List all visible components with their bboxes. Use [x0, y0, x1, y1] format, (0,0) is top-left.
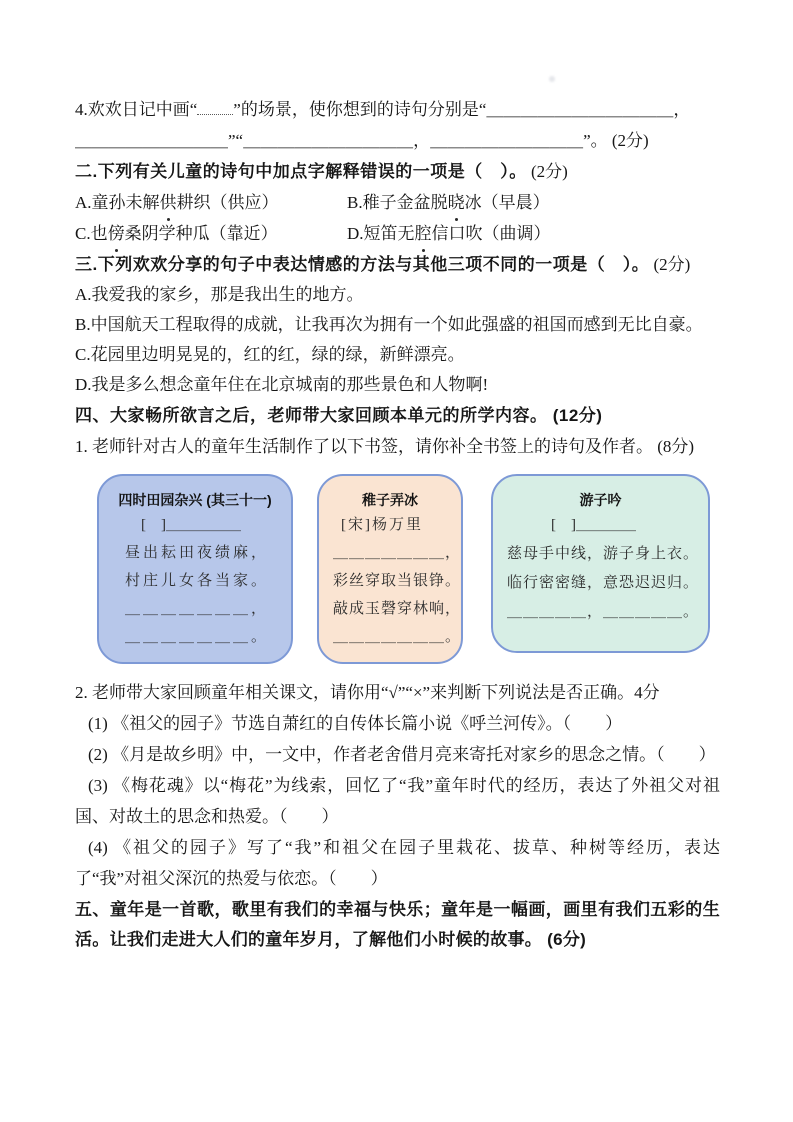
bookmark-card-youZiYin	[491, 474, 710, 653]
section-3-heading	[75, 249, 720, 280]
section-2-option-b[interactable]	[347, 187, 550, 218]
bookmark-card-siShiTianYuanZaXing	[97, 474, 293, 664]
section-3-option-b[interactable]: B.中国航天工程取得的成就，让我再次为拥有一个如此强盛的祖国而感到无比自豪。	[75, 315, 703, 334]
section-2-option-d[interactable]	[347, 218, 551, 249]
option-a-post: 耕织（供应）	[176, 193, 279, 212]
section-3-option-a[interactable]: A.我爱我的家乡，那是我出生的地方。	[75, 285, 364, 304]
section-3-score: (2分)	[649, 255, 691, 274]
option-c-pre: C.也	[75, 224, 108, 243]
bookmark-card-zhiZiNongBing	[317, 474, 463, 664]
section-2-heading	[75, 156, 720, 187]
question-4-line-1	[75, 94, 720, 125]
card-1-verse-1: 昼出耘田夜绩麻，	[125, 545, 270, 561]
card-3-verse-2: 临行密密缝，意恐迟迟归。	[507, 575, 700, 591]
smudge-artifact	[549, 76, 555, 82]
section-2-options-row-2	[75, 218, 720, 249]
option-d-pre: D.短笛无	[347, 224, 415, 243]
q4-wavy-blank[interactable]	[197, 100, 233, 115]
card-2-author: [宋]杨万里	[341, 517, 423, 533]
card-2-verse-1: 彩丝穿取当银铮。	[333, 573, 462, 589]
card-1-blank-line-2[interactable]: ＿＿＿＿＿＿＿。	[125, 629, 270, 645]
section-4-heading: 四、大家畅所欲言之后，老师带大家回顾本单元的所学内容。 (12分)	[75, 406, 603, 425]
option-b-post: 冰（早晨）	[464, 193, 550, 212]
statement-4[interactable]: (4) 《祖父的园子》写了“我”和祖父在园子里栽花、拔草、种树等经历，表达了“我”对祖父深沉的热爱与依恋。（ ）	[75, 838, 720, 888]
q4-text-after-wavy: ”的场景，使你想到的诗句分别是“	[233, 100, 487, 119]
q4-text-before-wavy: 4.欢欢日记中画“	[75, 100, 198, 119]
question-4-line-2: ＿＿＿＿＿＿＿＿＿”“＿＿＿＿＿＿＿＿＿＿，＿＿＿＿＿＿＿＿＿”。 (2分)	[75, 131, 649, 150]
option-a-pre: A.童孙未解	[75, 193, 160, 212]
option-b-dotted-char: 晓	[448, 187, 465, 218]
card-2-blank-line-1[interactable]: ＿＿＿＿＿＿＿，	[333, 545, 462, 561]
statement-1[interactable]: (1) 《祖父的园子》节选自萧红的自传体长篇小说《呼兰河传》。（ ）	[88, 714, 623, 733]
card-3-blank-line[interactable]: ＿＿＿＿＿，＿＿＿＿＿。	[507, 604, 700, 620]
section-4-question-2: 2. 老师带大家回顾童年相关课文，请你用“√”“×”来判断下列说法是否正确。4分	[75, 683, 660, 702]
section-4-question-1: 1. 老师针对古人的童年生活制作了以下书签，请你补全书签上的诗句及作者。 (8分)	[75, 437, 695, 456]
option-c-dotted-char: 傍	[108, 218, 125, 249]
card-3-author-blank[interactable]: [ ]＿＿＿＿	[551, 517, 636, 533]
section-2-score: (2分)	[526, 162, 568, 181]
card-2-blank-line-2[interactable]: ＿＿＿＿＿＿＿。	[333, 629, 462, 645]
card-3-title: 游子吟	[579, 492, 622, 508]
option-d-dotted-char: 腔	[415, 218, 432, 249]
card-2-title: 稚子弄冰	[362, 492, 418, 508]
section-3-option-c[interactable]: C.花园里边明晃晃的，红的红，绿的绿，新鲜漂亮。	[75, 345, 465, 364]
poem-bookmark-cards	[97, 474, 720, 664]
card-2-verse-2: 敲成玉磬穿林响，	[333, 601, 462, 617]
card-1-title: 四时田园杂兴 (其三十一)	[118, 492, 272, 508]
q4-blank-1[interactable]: ＿＿＿＿＿＿＿＿＿＿＿，	[486, 100, 691, 119]
card-1-author-blank[interactable]: [ ]＿＿＿＿＿	[141, 517, 241, 533]
statement-2[interactable]: (2) 《月是故乡明》中，一文中，作者老舍借月亮来寄托对家乡的思念之情。（ ）	[88, 745, 716, 764]
card-1-verse-2: 村庄儿女各当家。	[125, 573, 270, 589]
section-3-heading-text: 三.下列欢欢分享的句子中表达情感的方法与其他三项不同的一项是（ ）。	[75, 255, 650, 274]
section-2-option-c[interactable]	[75, 218, 347, 249]
card-1-blank-line-1[interactable]: ＿＿＿＿＿＿＿，	[125, 601, 270, 617]
section-2-option-a[interactable]	[75, 187, 347, 218]
option-d-post: 信口吹（曲调）	[431, 224, 551, 243]
option-a-dotted-char: 供	[160, 187, 177, 218]
section-3-option-d[interactable]: D.我是多么想念童年住在北京城南的那些景色和人物啊!	[75, 375, 489, 394]
option-c-post: 桑阴学种瓜（靠近）	[124, 224, 278, 243]
option-b-pre: B.稚子金盆脱	[347, 193, 448, 212]
card-3-verse-1: 慈母手中线，游子身上衣。	[507, 546, 700, 562]
section-5-heading: 五、童年是一首歌，歌里有我们的幸福与快乐；童年是一幅画，画里有我们五彩的生活。让我们走进大人们的童年岁月，了解他们小时候的故事。 (6分)	[75, 900, 720, 949]
section-2-options-row-1	[75, 187, 720, 218]
statement-3[interactable]: (3) 《梅花魂》以“梅花”为线索，回忆了“我”童年时代的经历，表达了外祖父对祖国、对故土的思念和热爱。（ ）	[75, 776, 720, 826]
section-2-heading-text: 二.下列有关儿童的诗句中加点字解释错误的一项是（ ）。	[75, 162, 527, 181]
